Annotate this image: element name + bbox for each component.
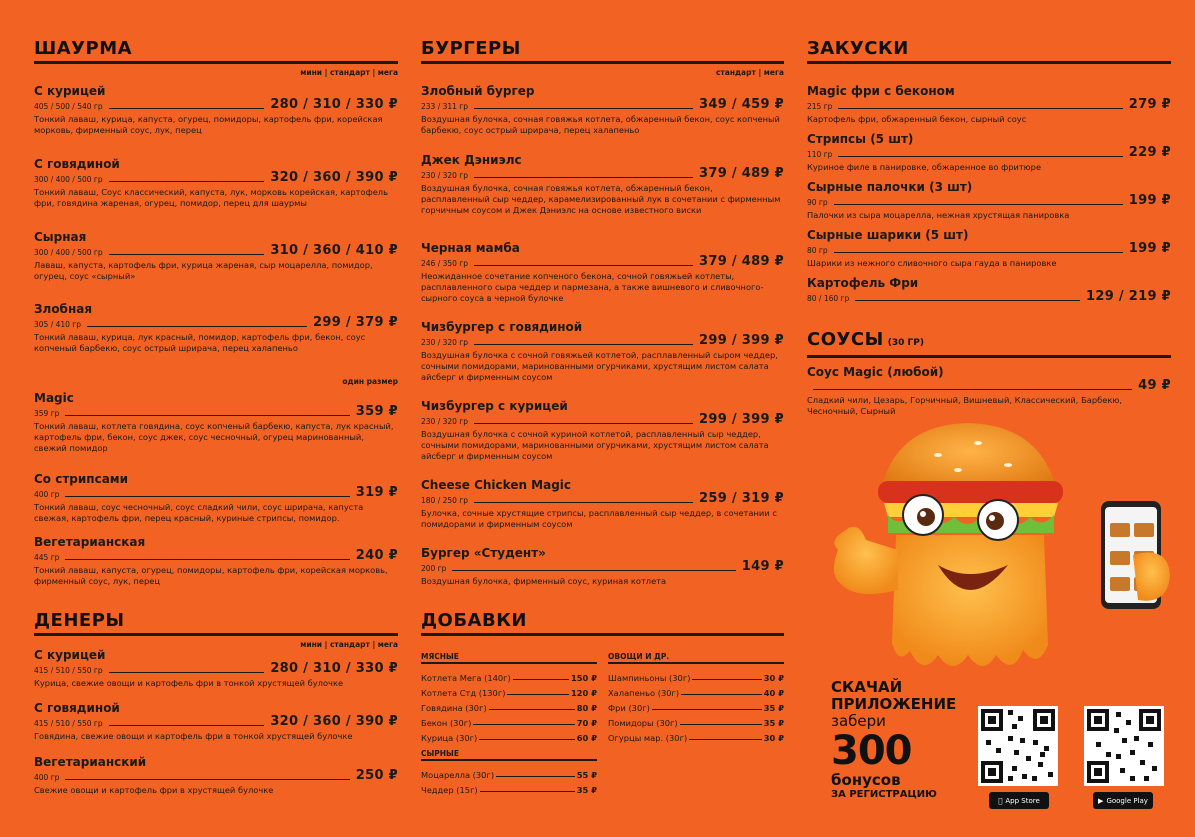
menu-item [807,84,1171,125]
item-name: Magic фри с беконом [807,84,955,98]
app-promo [831,679,971,802]
item-description: Палочки из сыра моцарелла, нежная хрустящая панировка [807,210,1070,220]
item-description: Лаваш, капуста, картофель фри, курица жареная, сыр моцарелла, помидор, огурец, соус «сырный» [34,260,373,281]
item-description: Тонкий лаваш, курица, лук красный, помидор, картофель фри, бекон, соус копченый барбекю, соус острый шрирача, перец халапеньо [34,332,366,353]
item-description: Неожиданное сочетание копченого бекона, сочной говяжьей котлеты, расплавленного сыра чеддер и пармезана, а также вишневого и сливочного-сырного соуса в черной булочке [421,271,764,303]
menu-item [34,472,398,524]
dotted-leader [479,739,575,740]
addon-price: 35 ₽ [763,703,784,713]
addon-price: 55 ₽ [576,770,597,780]
menu-item [421,546,784,587]
addon-row [608,713,784,728]
menu-item [421,320,784,383]
addon-row [608,698,784,713]
item-price-row [421,560,784,574]
item-weight: 405 / 500 / 540 гр [34,102,103,111]
item-name: Magic [34,391,74,405]
dotted-leader [452,570,735,571]
addon-name: Моцарелла (30г) [421,770,495,780]
menu-item [421,399,784,462]
note-one-size: один размер [342,377,398,386]
appstore-label: App Store [1003,796,1038,805]
item-weight: 246 / 350 гр [421,259,469,268]
item-price: 319 ₽ [355,485,398,500]
dotted-leader [87,326,307,327]
dotted-leader [838,108,1122,109]
googleplay-label: Google Play [1106,796,1148,805]
item-price-row [34,662,398,676]
dotted-leader [855,300,1080,301]
sauces-title: СОУСЫ [807,329,884,350]
dotted-leader [813,389,1132,390]
dotted-leader [109,181,265,182]
addons-meat-title: МЯСНЫЕ [421,652,597,664]
addons-veg [608,652,784,743]
item-price: 49 ₽ [1138,378,1171,393]
item-price: 299 / 399 ₽ [699,333,784,348]
addon-name: Котлета Стд (130г) [421,688,506,698]
item-weight: 200 гр [421,564,447,573]
addons-cheese-title: СЫРНЫЕ [421,749,597,761]
section-title-doners: ДЕНЕРЫ [34,610,398,636]
item-price-row [34,486,398,500]
item-description: Воздушная булочка с сочной говяжьей котлетой, расплавленный сыром чеддер, сочными помидорами, маринованными огурчиками, хрустящим листом салата айсберг и фирменным соусом [421,350,778,382]
item-name: Чизбургер с курицей [421,399,568,413]
item-weight: 230 / 320 гр [421,417,469,426]
item-price-row [807,146,1171,160]
item-weight: 80 гр [807,246,828,255]
size-legend: стандарт | мега [715,68,784,77]
item-description: Тонкий лаваш, соус чесночный, соус сладкий чили, соус шрирача, капуста свежая, картофель фри, перец красный, куриные стрипсы, помидор. [34,502,364,523]
section-title-addons: ДОБАВКИ [421,610,784,636]
item-description: Булочка, сочные хрустящие стрипсы, расплавленный сыр чеддер, в сочетании с помидорами и фирменным соусом [421,508,777,529]
addon-name: Шампиньоны (30г) [608,673,691,683]
item-price: 320 / 360 / 390 ₽ [270,714,398,729]
appstore-badge[interactable] [989,792,1049,809]
item-description: Говядина, свежие овощи и картофель фри в тонкой хрустящей булочке [34,731,353,741]
addons-veg-title: ОВОЩИ И ДР. [608,652,784,664]
googleplay-badge[interactable] [1093,792,1153,809]
item-price: 320 / 360 / 390 ₽ [270,170,398,185]
item-weight: 415 / 510 / 550 гр [34,666,103,675]
single-size-note [34,377,398,386]
item-name: Чизбургер с говядиной [421,320,583,334]
qr-code-appstore[interactable] [978,706,1058,786]
addon-row [421,780,597,795]
item-price-row [34,98,398,112]
item-weight: 400 гр [34,490,60,499]
addon-row [421,668,597,683]
item-price-row [34,171,398,185]
item-weight: 215 гр [807,102,833,111]
addon-price: 70 ₽ [576,718,597,728]
item-description: Тонкий лаваш, капуста, огурец, помидоры, картофель фри, корейская морковь, фирменный соус, лук, перец [34,565,388,586]
menu-item [421,84,784,136]
section-title-sauces [807,329,1171,358]
item-description: Воздушная булочка с сочной куриной котлетой, расплавленный сыр чеддер, сочными помидорами, маринованными огурчиками, хрустящим листом салата айсберг и фирменным соусом [421,429,769,461]
dotted-leader [689,739,762,740]
dotted-leader [474,177,693,178]
item-description: Сладкий чили, Цезарь, Горчичный, Вишневый, Классический, Барбекю, Чесночный, Сырный [807,395,1122,416]
item-price: 299 / 399 ₽ [699,412,784,427]
item-description: Тонкий лаваш, Соус классический, капуста, лук, морковь корейская, картофель фри, говядина жареная, огурец, помидор, перец для шаурмы [34,187,388,208]
section-doners [34,610,398,650]
addon-name: Котлета Мега (140г) [421,673,511,683]
item-name: Вегетарианская [34,535,146,549]
addon-row [421,683,597,698]
addon-name: Помидоры (30г) [608,718,678,728]
dotted-leader [474,423,693,424]
menu-item [34,701,398,742]
item-description: Свежие овощи и картофель фри в хрустящей булочке [34,785,274,795]
item-weight: 80 / 160 гр [807,294,850,303]
addon-name: Бекон (30г) [421,718,472,728]
item-price-row [421,413,784,427]
item-price: 229 ₽ [1128,145,1171,160]
addon-price: 30 ₽ [763,733,784,743]
dotted-leader [496,776,575,777]
section-title-shawarma: ШАУРМА [34,38,398,64]
section-burgers [421,38,784,78]
dotted-leader [65,415,349,416]
apple-icon [998,797,1002,805]
addons-meat [421,652,597,795]
dotted-leader [838,156,1122,157]
addon-price: 35 ₽ [763,718,784,728]
item-price-row [807,379,1171,393]
dotted-leader [513,679,569,680]
menu-item [421,478,784,530]
addon-row [608,683,784,698]
item-price: 259 / 319 ₽ [699,491,784,506]
menu-item [34,755,398,796]
qr-code-googleplay[interactable] [1084,706,1164,786]
item-name: Картофель Фри [807,276,919,290]
item-name: С говядиной [34,157,120,171]
item-name: Злобная [34,302,93,316]
addon-row [421,713,597,728]
dotted-leader [109,672,265,673]
item-name: Сырные палочки (3 шт) [807,180,973,194]
item-description: Тонкий лаваш, курица, капуста, огурец, помидоры, картофель фри, корейская морковь, фирменный соус, лук, перец [34,114,383,135]
item-name: Вегетарианский [34,755,147,769]
item-description: Курица, свежие овощи и картофель фри в тонкой хрустящей булочке [34,678,344,688]
item-price-row [34,715,398,729]
size-legend: мини | стандарт | мега [300,68,398,77]
item-price-row [34,244,398,258]
addon-price: 30 ₽ [763,673,784,683]
item-weight: 445 гр [34,553,60,562]
play-icon: ▶ [1098,796,1104,805]
item-price: 349 / 459 ₽ [699,97,784,112]
dotted-leader [65,779,349,780]
addon-price: 60 ₽ [576,733,597,743]
dotted-leader [474,344,693,345]
menu-item [807,180,1171,221]
dotted-leader [692,679,761,680]
dotted-leader [489,709,575,710]
dotted-leader [109,725,265,726]
item-weight: 300 / 400 / 500 гр [34,175,103,184]
dotted-leader [652,709,762,710]
menu-item [421,241,784,304]
menu-item [34,84,398,136]
item-description: Куриное филе в панировке, обжаренное во фритюре [807,162,1042,172]
item-description: Воздушная булочка, сочная говяжья котлета, обжаренный бекон, расплавленный сыр чеддер, карамелизированный лук в сочетании с фирменным горчичным соусом и Джек Дэниэлс на основе известного виски [421,183,781,215]
section-snacks [807,38,1171,64]
section-addons [421,610,784,636]
item-weight: 233 / 311 гр [421,102,469,111]
addon-name: Фри (30г) [608,703,650,713]
promo-line-4: бонусов [831,771,901,789]
menu-item [34,535,398,587]
item-weight: 415 / 510 / 550 гр [34,719,103,728]
item-description: Шарики из нежного сливочного сыра гауда в панировке [807,258,1057,268]
item-price: 280 / 310 / 330 ₽ [270,97,398,112]
size-legend: мини | стандарт | мега [300,640,398,649]
dotted-leader [480,791,575,792]
promo-bonus-amount: 300 [831,728,912,774]
item-weight: 90 гр [807,198,828,207]
dotted-leader [680,724,762,725]
item-weight: 359 гр [34,409,60,418]
dotted-leader [474,265,693,266]
dotted-leader [507,694,569,695]
item-price-row [34,405,398,419]
item-price: 379 / 489 ₽ [699,166,784,181]
section-shawarma [34,38,398,78]
addon-price: 120 ₽ [571,688,597,698]
item-price-row [807,98,1171,112]
item-price-row [807,194,1171,208]
addon-name: Говядина (30г) [421,703,487,713]
item-price: 240 ₽ [355,548,398,563]
addon-name: Чеддер (15г) [421,785,478,795]
item-name: Черная мамба [421,241,520,255]
menu-item [34,302,398,354]
item-price: 149 ₽ [741,559,784,574]
item-weight: 230 / 320 гр [421,171,469,180]
item-name: Сырные шарики (5 шт) [807,228,969,242]
addon-name: Курица (30г) [421,733,478,743]
item-name: С курицей [34,84,106,98]
item-description: Воздушная булочка, фирменный соус, куриная котлета [421,576,667,586]
addon-row [421,698,597,713]
menu-item [807,132,1171,173]
addon-price: 35 ₽ [576,785,597,795]
addon-row [608,728,784,743]
item-description: Воздушная булочка, сочная говяжья котлета, обжаренный бекон, соус копченый барбекю, соус острый шрирача, перец халапеньо [421,114,780,135]
item-name: Бургер «Студент» [421,546,546,560]
item-price: 199 ₽ [1128,241,1171,256]
qr-pattern-icon [978,706,1058,786]
item-name: С говядиной [34,701,120,715]
promo-line-5: ЗА РЕГИСТРАЦИЮ [831,789,937,800]
item-name: Стрипсы (5 шт) [807,132,914,146]
item-price-row [421,255,784,269]
item-description: Картофель фри, обжаренный бекон, сырный соус [807,114,1027,124]
menu-item [34,648,398,689]
item-name: С курицей [34,648,106,662]
dotted-leader [681,694,762,695]
item-price-row [34,549,398,563]
addon-price: 80 ₽ [576,703,597,713]
item-name: Сырная [34,230,87,244]
qr-pattern-icon [1084,706,1164,786]
section-title-snacks: ЗАКУСКИ [807,38,1171,64]
sauces-subtitle: (30 ГР) [887,338,924,348]
menu-item [34,391,398,454]
dotted-leader [834,252,1123,253]
item-name: Злобный бургер [421,84,535,98]
item-price: 310 / 360 / 410 ₽ [270,243,398,258]
menu-item [34,230,398,282]
addon-price: 40 ₽ [763,688,784,698]
dotted-leader [474,108,693,109]
item-price-row [421,334,784,348]
burger-mascot-image [818,415,1178,685]
dotted-leader [474,502,693,503]
item-name: Со стрипсами [34,472,129,486]
item-price: 299 / 379 ₽ [313,315,398,330]
item-price: 250 ₽ [355,768,398,783]
dotted-leader [473,724,574,725]
item-weight: 110 гр [807,150,833,159]
item-description: Тонкий лаваш, котлета говядина, соус копченый барбекю, капуста, лук красный, картофель фри, бекон, соус джек, соус чесночный, огурец маринованный, свежий помидор [34,421,394,453]
item-price: 279 ₽ [1128,97,1171,112]
dotted-leader [65,496,349,497]
item-price-row [421,98,784,112]
item-price: 379 / 489 ₽ [699,254,784,269]
menu-item [807,365,1171,417]
menu-item [807,276,1171,304]
item-price: 199 ₽ [1128,193,1171,208]
item-price-row [421,492,784,506]
menu-item [34,157,398,209]
promo-line-1: СКАЧАЙ [831,678,903,696]
promo-line-2: ПРИЛОЖЕНИЕ [831,695,957,713]
section-title-burgers: БУРГЕРЫ [421,38,784,64]
addon-row [608,668,784,683]
item-price: 359 ₽ [355,404,398,419]
item-weight: 230 / 320 гр [421,338,469,347]
dotted-leader [65,559,349,560]
dotted-leader [109,108,265,109]
addon-row [421,765,597,780]
item-price-row [807,290,1171,304]
dotted-leader [109,254,265,255]
menu-item [421,153,784,216]
item-weight: 305 / 410 гр [34,320,82,329]
addon-name: Огурцы мар. (30г) [608,733,688,743]
item-price: 129 / 219 ₽ [1086,289,1171,304]
menu-item [807,228,1171,269]
addon-row [421,728,597,743]
item-weight: 300 / 400 / 500 гр [34,248,103,257]
item-price-row [34,316,398,330]
item-name: Cheese Chicken Magic [421,478,572,492]
addon-price: 150 ₽ [571,673,597,683]
item-name: Соус Magic (любой) [807,365,944,379]
item-weight: 400 гр [34,773,60,782]
addon-name: Халапеньо (30г) [608,688,680,698]
item-price: 280 / 310 / 330 ₽ [270,661,398,676]
item-name: Джек Дэниэлс [421,153,522,167]
item-price-row [421,167,784,181]
promo-line-3: забери [831,712,886,730]
section-sauces [807,329,1171,358]
item-weight: 180 / 250 гр [421,496,469,505]
dotted-leader [834,204,1123,205]
item-price-row [34,769,398,783]
item-price-row [807,242,1171,256]
